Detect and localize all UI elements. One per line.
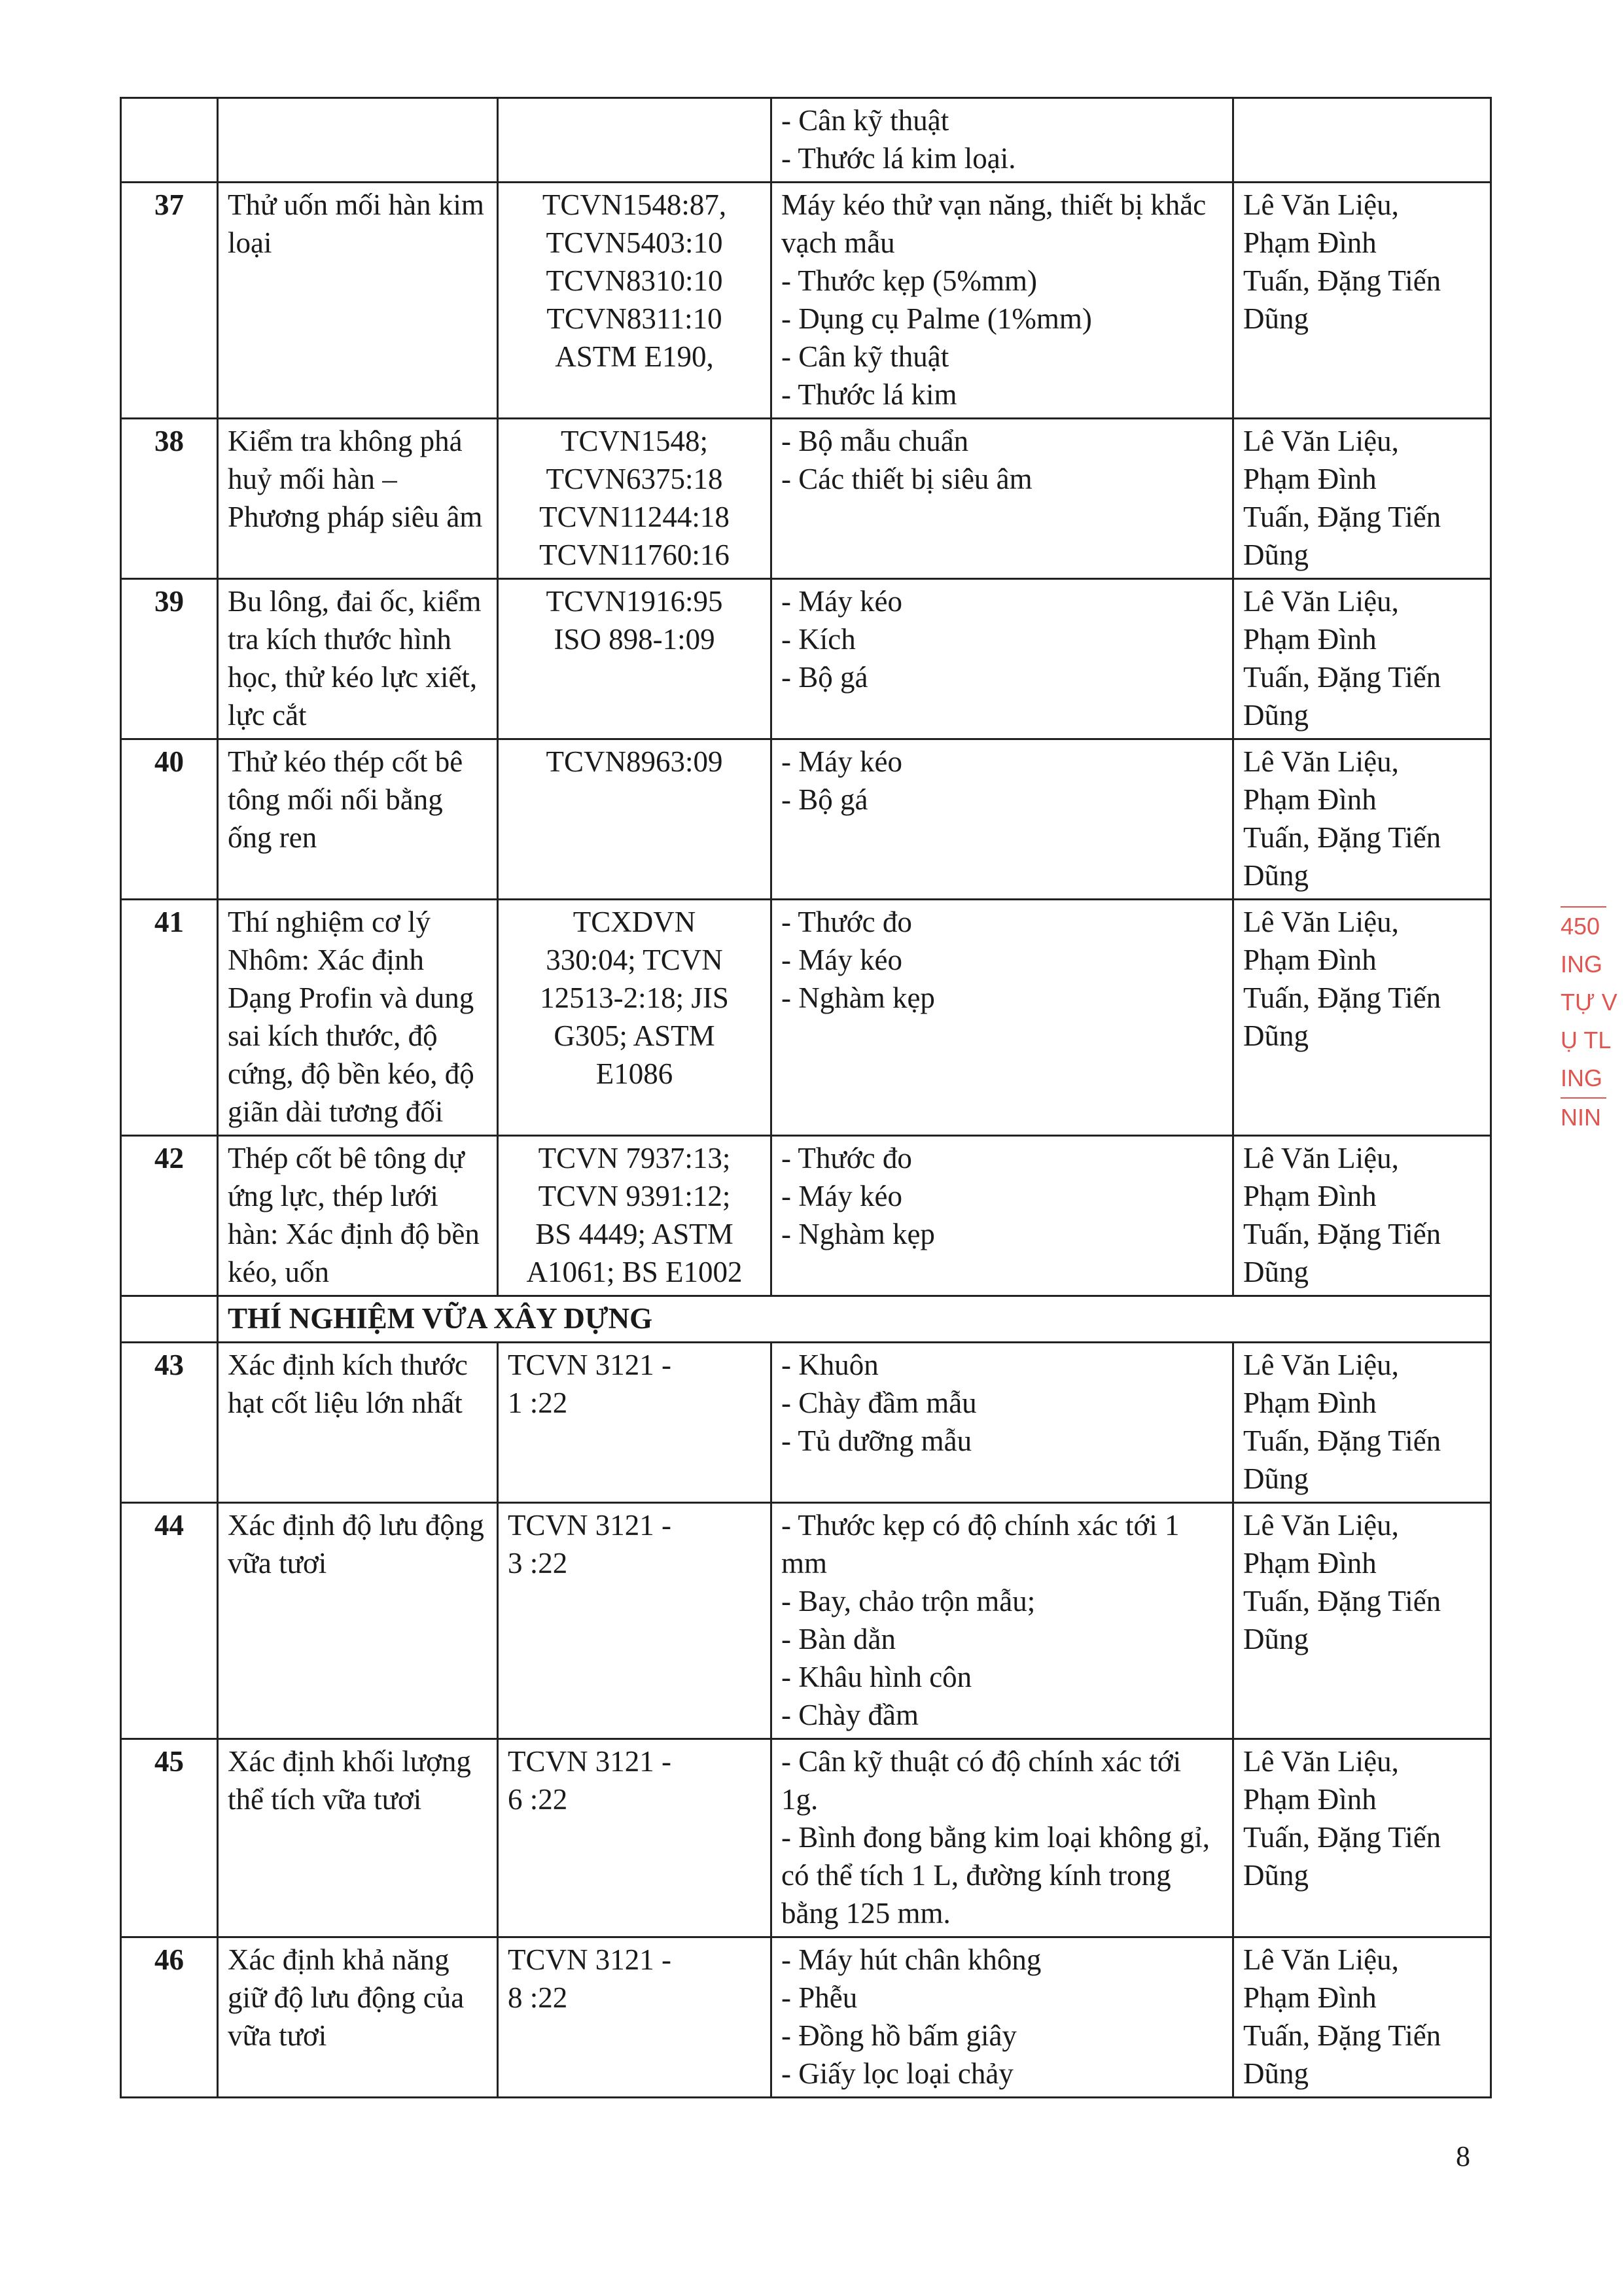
stamp-text: ING <box>1561 951 1603 978</box>
table-row <box>121 183 1491 419</box>
equipment-line: - Nghàm kẹp <box>781 981 935 1014</box>
equipment-cell <box>771 1937 1233 2098</box>
staff-line: Phạm Đình <box>1243 623 1377 656</box>
staff-line: Dũng <box>1243 539 1309 571</box>
row-number: 42 <box>121 1136 218 1296</box>
section-heading: THÍ NGHIỆM VỮA XÂY DỰNG <box>218 1296 1491 1343</box>
staff-line: Phạm Đình <box>1243 1547 1377 1580</box>
standard-line: 3 :22 <box>508 1547 568 1580</box>
standard-line: TCVN1916:95 <box>546 585 723 618</box>
staff-line: Dũng <box>1243 1019 1309 1052</box>
staff-line: Dũng <box>1243 2057 1309 2090</box>
equipment-cell <box>771 1739 1233 1937</box>
staff-line: Tuấn, Đặng Tiến <box>1243 1585 1441 1617</box>
staff-line: Lê Văn Liệu, <box>1243 1943 1399 1976</box>
standard-cell <box>498 419 771 579</box>
standard-line: 6 :22 <box>508 1783 568 1816</box>
stamp-text: Ụ TL <box>1561 1027 1612 1053</box>
equipment-cell <box>771 419 1233 579</box>
standard-line: ASTM E190, <box>555 340 714 373</box>
equipment-line: - Dụng cụ Palme (1%mm) <box>781 302 1092 335</box>
stamp-text: TỰ V <box>1561 989 1617 1016</box>
standard-line: TCVN 7937:13; <box>538 1142 731 1174</box>
standard-line: TCVN6375:18 <box>546 463 723 495</box>
equipment-cell <box>771 900 1233 1136</box>
test-name: Xác định khả năng giữ độ lưu động của vữa tươi <box>218 1937 498 2098</box>
row-number: 46 <box>121 1937 218 2098</box>
test-name: Thí nghiệm cơ lý Nhôm: Xác định Dạng Profin và dung sai kích thước, độ cứng, độ bền kéo, độ giãn dài tương đối <box>218 900 498 1136</box>
standard-cell <box>498 1739 771 1937</box>
table-row <box>121 98 1491 183</box>
equipment-line: - Cân kỹ thuật có độ chính xác tới 1g. <box>781 1745 1182 1816</box>
equipment-line: - Máy hút chân không <box>781 1943 1042 1976</box>
row-number: 41 <box>121 900 218 1136</box>
equipment-line: - Cân kỹ thuật <box>781 104 949 137</box>
equipment-line: - Bộ gá <box>781 783 868 816</box>
staff-line: Phạm Đình <box>1243 463 1377 495</box>
row-number: 45 <box>121 1739 218 1937</box>
standard-cell <box>498 183 771 419</box>
stamp-text: 450 <box>1561 913 1600 940</box>
test-name: Xác định độ lưu động vữa tươi <box>218 1503 498 1739</box>
equipment-line: - Chày đầm mẫu <box>781 1386 977 1419</box>
standard-line: 330:04; TCVN <box>546 944 723 976</box>
equipment-line: - Phễu <box>781 1981 858 2014</box>
standard-cell <box>498 579 771 739</box>
table-row <box>121 419 1491 579</box>
equipment-line: - Bay, chảo trộn mẫu; <box>781 1585 1036 1617</box>
staff-cell <box>1233 183 1491 419</box>
staff-line: Tuấn, Đặng Tiến <box>1243 1218 1441 1250</box>
staff-line: Dũng <box>1243 1256 1309 1288</box>
staff-line: Lê Văn Liệu, <box>1243 1509 1399 1542</box>
standard-line: TCVN11244:18 <box>539 501 730 533</box>
section-row <box>121 1296 1491 1343</box>
staff-line: Dũng <box>1243 1859 1309 1892</box>
equipment-line: - Giấy lọc loại chảy <box>781 2057 1014 2090</box>
equipment-line: - Kích <box>781 623 856 656</box>
standard-line: TCVN8311:10 <box>546 302 722 335</box>
row-number: 43 <box>121 1343 218 1503</box>
equipment-cell <box>771 1136 1233 1296</box>
row-number: 38 <box>121 419 218 579</box>
standard-line: 1 :22 <box>508 1386 568 1419</box>
standard-line: TCVN 3121 - <box>508 1943 671 1976</box>
table-row <box>121 900 1491 1136</box>
standard-line: BS 4449; ASTM <box>535 1218 733 1250</box>
staff-line: Phạm Đình <box>1243 1981 1377 2014</box>
standard-cell <box>498 98 771 183</box>
standard-line: TCVN8963:09 <box>546 745 723 778</box>
equipment-line: Máy kéo thử vạn năng, thiết bị khắc vạch mẫu <box>781 188 1207 259</box>
test-name: Thử kéo thép cốt bê tông mối nối bằng ống ren <box>218 739 498 900</box>
table-row <box>121 1343 1491 1503</box>
standard-line: TCVN1548; <box>561 425 708 457</box>
standard-line: TCVN 3121 - <box>508 1745 671 1778</box>
test-name: Thử uốn mối hàn kim loại <box>218 183 498 419</box>
staff-line: Phạm Đình <box>1243 1783 1377 1816</box>
equipment-line: - Tủ dưỡng mẫu <box>781 1424 972 1457</box>
stamp-text: NIN <box>1561 1104 1601 1131</box>
staff-cell <box>1233 419 1491 579</box>
staff-line: Dũng <box>1243 699 1309 732</box>
staff-cell <box>1233 98 1491 183</box>
page-number: 8 <box>1456 2140 1470 2172</box>
staff-line: Tuấn, Đặng Tiến <box>1243 264 1441 297</box>
table-row <box>121 1136 1491 1296</box>
staff-line: Tuấn, Đặng Tiến <box>1243 501 1441 533</box>
equipment-line: - Khâu hình côn <box>781 1661 972 1693</box>
test-name: Thép cốt bê tông dự ứng lực, thép lưới hàn: Xác định độ bền kéo, uốn <box>218 1136 498 1296</box>
standard-line: TCXDVN <box>573 906 696 938</box>
table-row <box>121 739 1491 900</box>
staff-cell <box>1233 1136 1491 1296</box>
standard-line: A1061; BS E1002 <box>526 1256 743 1288</box>
staff-line: Tuấn, Đặng Tiến <box>1243 1424 1441 1457</box>
staff-line: Lê Văn Liệu, <box>1243 745 1399 778</box>
test-name: Kiểm tra không phá huỷ mối hàn – Phương pháp siêu âm <box>218 419 498 579</box>
table-body <box>121 98 1491 2098</box>
staff-line: Tuấn, Đặng Tiến <box>1243 661 1441 694</box>
standard-cell <box>498 1343 771 1503</box>
staff-cell <box>1233 1343 1491 1503</box>
staff-cell <box>1233 1937 1491 2098</box>
test-name: Xác định kích thước hạt cốt liệu lớn nhất <box>218 1343 498 1503</box>
staff-cell <box>1233 579 1491 739</box>
equipment-cell <box>771 579 1233 739</box>
equipment-line: - Thước kẹp (5%mm) <box>781 264 1038 297</box>
staff-line: Tuấn, Đặng Tiến <box>1243 1821 1441 1854</box>
equipment-line: - Chày đầm <box>781 1699 919 1731</box>
standard-line: E1086 <box>595 1057 673 1090</box>
staff-cell <box>1233 1503 1491 1739</box>
standard-cell <box>498 739 771 900</box>
equipment-line: - Thước lá kim <box>781 378 957 411</box>
standard-line: G305; ASTM <box>554 1019 715 1052</box>
staff-line: Lê Văn Liệu, <box>1243 188 1399 221</box>
standard-cell <box>498 1136 771 1296</box>
standard-line: TCVN11760:16 <box>539 539 730 571</box>
table-row <box>121 1503 1491 1739</box>
staff-line: Lê Văn Liệu, <box>1243 906 1399 938</box>
number-cell <box>121 1296 218 1343</box>
test-method-table <box>120 97 1492 2098</box>
equipment-line: - Bộ mẫu chuẩn <box>781 425 969 457</box>
equipment-line: - Khuôn <box>781 1349 879 1381</box>
standard-line: TCVN1548:87, <box>542 188 727 221</box>
staff-line: Lê Văn Liệu, <box>1243 1745 1399 1778</box>
staff-line: Dũng <box>1243 302 1309 335</box>
equipment-line: - Máy kéo <box>781 944 902 976</box>
staff-line: Lê Văn Liệu, <box>1243 585 1399 618</box>
standard-cell <box>498 900 771 1136</box>
table-row <box>121 1937 1491 2098</box>
equipment-line: - Cân kỹ thuật <box>781 340 949 373</box>
equipment-cell <box>771 1503 1233 1739</box>
equipment-cell <box>771 183 1233 419</box>
equipment-line: - Bàn dằn <box>781 1623 896 1655</box>
staff-line: Dũng <box>1243 1623 1309 1655</box>
row-number <box>121 98 218 183</box>
red-stamp-fragment <box>1561 906 1617 1137</box>
row-number: 40 <box>121 739 218 900</box>
row-number: 37 <box>121 183 218 419</box>
test-name: Bu lông, đai ốc, kiểm tra kích thước hình học, thử kéo lực xiết, lực cắt <box>218 579 498 739</box>
standard-line: TCVN 3121 - <box>508 1349 671 1381</box>
staff-line: Lê Văn Liệu, <box>1243 1349 1399 1381</box>
equipment-line: - Máy kéo <box>781 585 902 618</box>
equipment-line: - Thước đo <box>781 1142 912 1174</box>
test-name: Xác định khối lượng thể tích vữa tươi <box>218 1739 498 1937</box>
equipment-cell <box>771 739 1233 900</box>
row-number: 39 <box>121 579 218 739</box>
staff-cell <box>1233 900 1491 1136</box>
equipment-line: - Thước lá kim loại. <box>781 142 1016 175</box>
equipment-line: - Máy kéo <box>781 745 902 778</box>
staff-cell <box>1233 1739 1491 1937</box>
standard-line: 8 :22 <box>508 1981 568 2014</box>
equipment-line: - Các thiết bị siêu âm <box>781 463 1033 495</box>
staff-line: Tuấn, Đặng Tiến <box>1243 981 1441 1014</box>
equipment-cell <box>771 1343 1233 1503</box>
staff-cell <box>1233 739 1491 900</box>
standard-line: TCVN8310:10 <box>546 264 723 297</box>
staff-line: Phạm Đình <box>1243 1180 1377 1212</box>
standard-line: TCVN 9391:12; <box>538 1180 731 1212</box>
staff-line: Tuấn, Đặng Tiến <box>1243 821 1441 854</box>
staff-line: Phạm Đình <box>1243 944 1377 976</box>
standard-line: 12513-2:18; JIS <box>540 981 729 1014</box>
standard-cell <box>498 1937 771 2098</box>
staff-line: Phạm Đình <box>1243 226 1377 259</box>
staff-line: Lê Văn Liệu, <box>1243 425 1399 457</box>
staff-line: Dũng <box>1243 1462 1309 1495</box>
equipment-cell <box>771 98 1233 183</box>
standard-line: TCVN5403:10 <box>546 226 723 259</box>
row-number: 44 <box>121 1503 218 1739</box>
staff-line: Phạm Đình <box>1243 783 1377 816</box>
standard-line: ISO 898-1:09 <box>554 623 715 656</box>
equipment-line: - Nghàm kẹp <box>781 1218 935 1250</box>
staff-line: Phạm Đình <box>1243 1386 1377 1419</box>
table-row <box>121 579 1491 739</box>
equipment-line: - Máy kéo <box>781 1180 902 1212</box>
table-row <box>121 1739 1491 1937</box>
standard-cell <box>498 1503 771 1739</box>
stamp-text: ING <box>1561 1065 1603 1091</box>
test-name <box>218 98 498 183</box>
staff-line: Tuấn, Đặng Tiến <box>1243 2019 1441 2052</box>
staff-line: Lê Văn Liệu, <box>1243 1142 1399 1174</box>
equipment-line: - Bình đong bằng kim loại không gỉ, có thể tích 1 L, đường kính trong bằng 125 mm. <box>781 1821 1210 1930</box>
standard-line: TCVN 3121 - <box>508 1509 671 1542</box>
staff-line: Dũng <box>1243 859 1309 892</box>
equipment-line: - Thước kẹp có độ chính xác tới 1 mm <box>781 1509 1180 1580</box>
equipment-line: - Thước đo <box>781 906 912 938</box>
equipment-line: - Bộ gá <box>781 661 868 694</box>
equipment-line: - Đồng hồ bấm giây <box>781 2019 1017 2052</box>
